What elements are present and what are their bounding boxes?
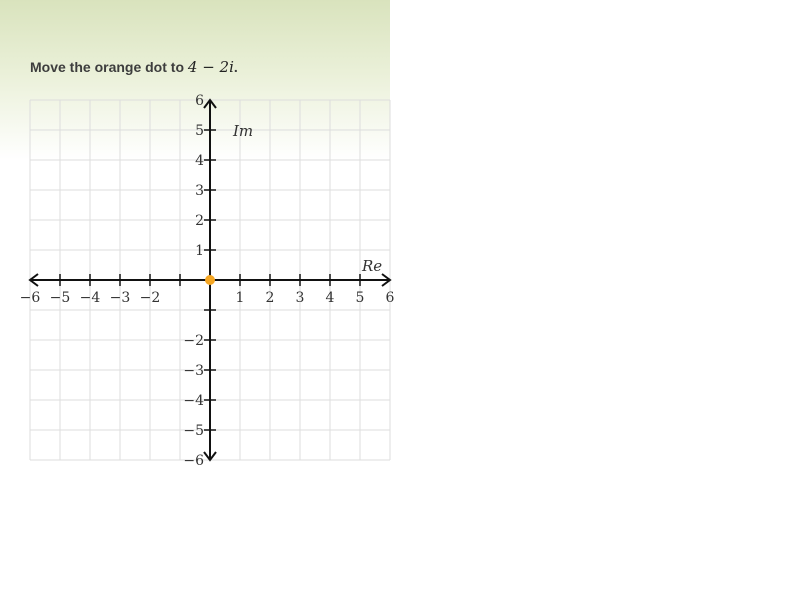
x-tick-label: 1 <box>235 290 245 306</box>
y-tick-label: −4 <box>183 393 204 409</box>
y-tick-label: −6 <box>183 453 204 469</box>
y-tick-label: −3 <box>183 363 204 379</box>
x-tick-label: −2 <box>139 290 161 306</box>
y-tick-label: −5 <box>183 423 204 439</box>
movable-orange-dot[interactable] <box>205 275 215 285</box>
x-tick-label: −3 <box>109 290 131 306</box>
y-tick-label: 6 <box>195 93 204 109</box>
imaginary-axis-label: Im <box>233 122 254 140</box>
x-tick-label: 6 <box>385 290 395 306</box>
prompt-target-value: 4 − 2i <box>187 58 234 76</box>
y-tick-label: 5 <box>195 123 204 139</box>
y-tick-label: −2 <box>183 333 204 349</box>
prompt-text: Move the orange dot to <box>30 59 184 75</box>
x-tick-label: −6 <box>19 290 41 306</box>
y-tick-label: 3 <box>195 183 204 199</box>
x-tick-labels <box>20 290 395 306</box>
x-tick-label: 2 <box>265 290 275 306</box>
y-tick-label: 4 <box>195 153 204 169</box>
y-tick-label: 1 <box>195 243 204 259</box>
x-tick-label: 3 <box>295 290 305 306</box>
prompt-period: . <box>233 59 238 75</box>
x-tick-label: −5 <box>49 290 71 306</box>
x-tick-label: −4 <box>79 290 101 306</box>
x-tick-label: 5 <box>355 290 365 306</box>
real-axis-label: Re <box>362 257 383 275</box>
y-tick-label: 2 <box>195 213 204 229</box>
x-tick-label: 4 <box>325 290 335 306</box>
